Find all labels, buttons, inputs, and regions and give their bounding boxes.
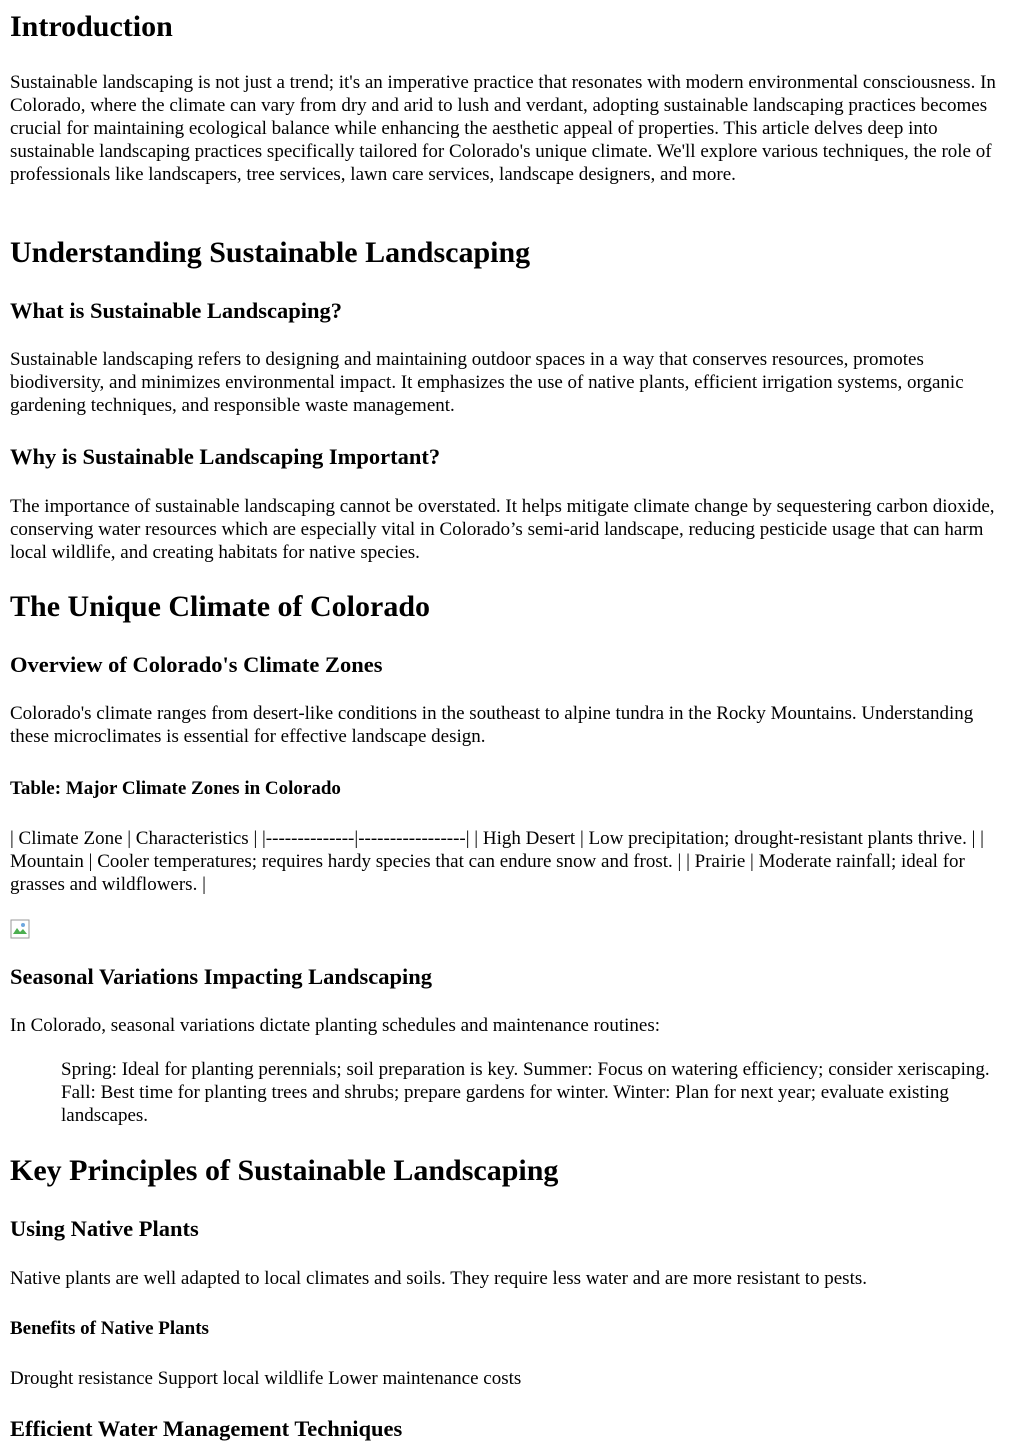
native-plants-heading: Using Native Plants (10, 1216, 199, 1241)
introduction-heading: Introduction (10, 10, 173, 43)
why-important-paragraph: The importance of sustainable landscaping cannot be overstated. It helps mitigate climate change by sequestering carbon dioxide, conserving water resources which are especially vital in Colorado’s semi-arid landscape, reducing pesticide usage that can harm local wildlife, and creating habitats for native species. (10, 496, 995, 563)
principles-heading: Key Principles of Sustainable Landscaping (10, 1154, 559, 1187)
broken-image-icon (10, 919, 30, 939)
seasonal-blockquote: Spring: Ideal for planting perennials; soil preparation is key. Summer: Focus on watering efficiency; consider xeriscaping. Fall: Best time for planting trees and shrubs; prepare gardens for winter. Winter: Plan for next year; evaluate existing landscapes. (61, 1059, 990, 1126)
climate-heading: The Unique Climate of Colorado (10, 590, 430, 623)
understanding-heading: Understanding Sustainable Landscaping (10, 236, 531, 269)
climate-table-heading: Table: Major Climate Zones in Colorado (10, 778, 341, 799)
native-benefits-list: Drought resistance Support local wildlife Lower maintenance costs (10, 1368, 522, 1389)
introduction-paragraph: Sustainable landscaping is not just a trend; it's an imperative practice that resonates with modern environmental consciousness. In Colorado, where the climate can vary from dry and arid to lush and verdant, adopting sustainable landscaping practices becomes crucial for maintaining ecological balance while enhancing the aesthetic appeal of properties. This article delves deep into sustainable landscaping practices specifically tailored for Colorado's unique climate. We'll explore various techniques, the role of professionals like landscapers, tree services, lawn care services, landscape designers, and more. (10, 72, 996, 185)
seasonal-heading: Seasonal Variations Impacting Landscaping (10, 964, 432, 989)
water-management-heading: Efficient Water Management Techniques (10, 1416, 403, 1441)
climate-table-raw-text: | Climate Zone | Characteristics | |--------------|-----------------| | High Desert | Low precipitation; drought-resistant plants thrive. | | Mountain | Cooler temperatures; requires hardy species that can endure snow and frost. | | Prairie | Moderate rainfall; ideal for grasses and wildflowers. | (10, 828, 984, 895)
seasonal-paragraph: In Colorado, seasonal variations dictate planting schedules and maintenance routines: (10, 1015, 661, 1036)
what-is-paragraph: Sustainable landscaping refers to designing and maintaining outdoor spaces in a way that conserves resources, promotes biodiversity, and minimizes environmental impact. It emphasizes the use of native plants, efficient irrigation systems, organic gardening techniques, and responsible waste management. (10, 349, 964, 416)
climate-zones-heading: Overview of Colorado's Climate Zones (10, 652, 383, 677)
native-plants-paragraph: Native plants are well adapted to local climates and soils. They require less water and are more resistant to pests. (10, 1268, 868, 1289)
native-benefits-heading: Benefits of Native Plants (10, 1318, 209, 1339)
why-important-heading: Why is Sustainable Landscaping Important? (10, 444, 441, 469)
climate-zones-paragraph: Colorado's climate ranges from desert-like conditions in the southeast to alpine tundra in the Rocky Mountains. Understanding these microclimates is essential for effective landscape design. (10, 703, 974, 747)
what-is-heading: What is Sustainable Landscaping? (10, 298, 342, 323)
